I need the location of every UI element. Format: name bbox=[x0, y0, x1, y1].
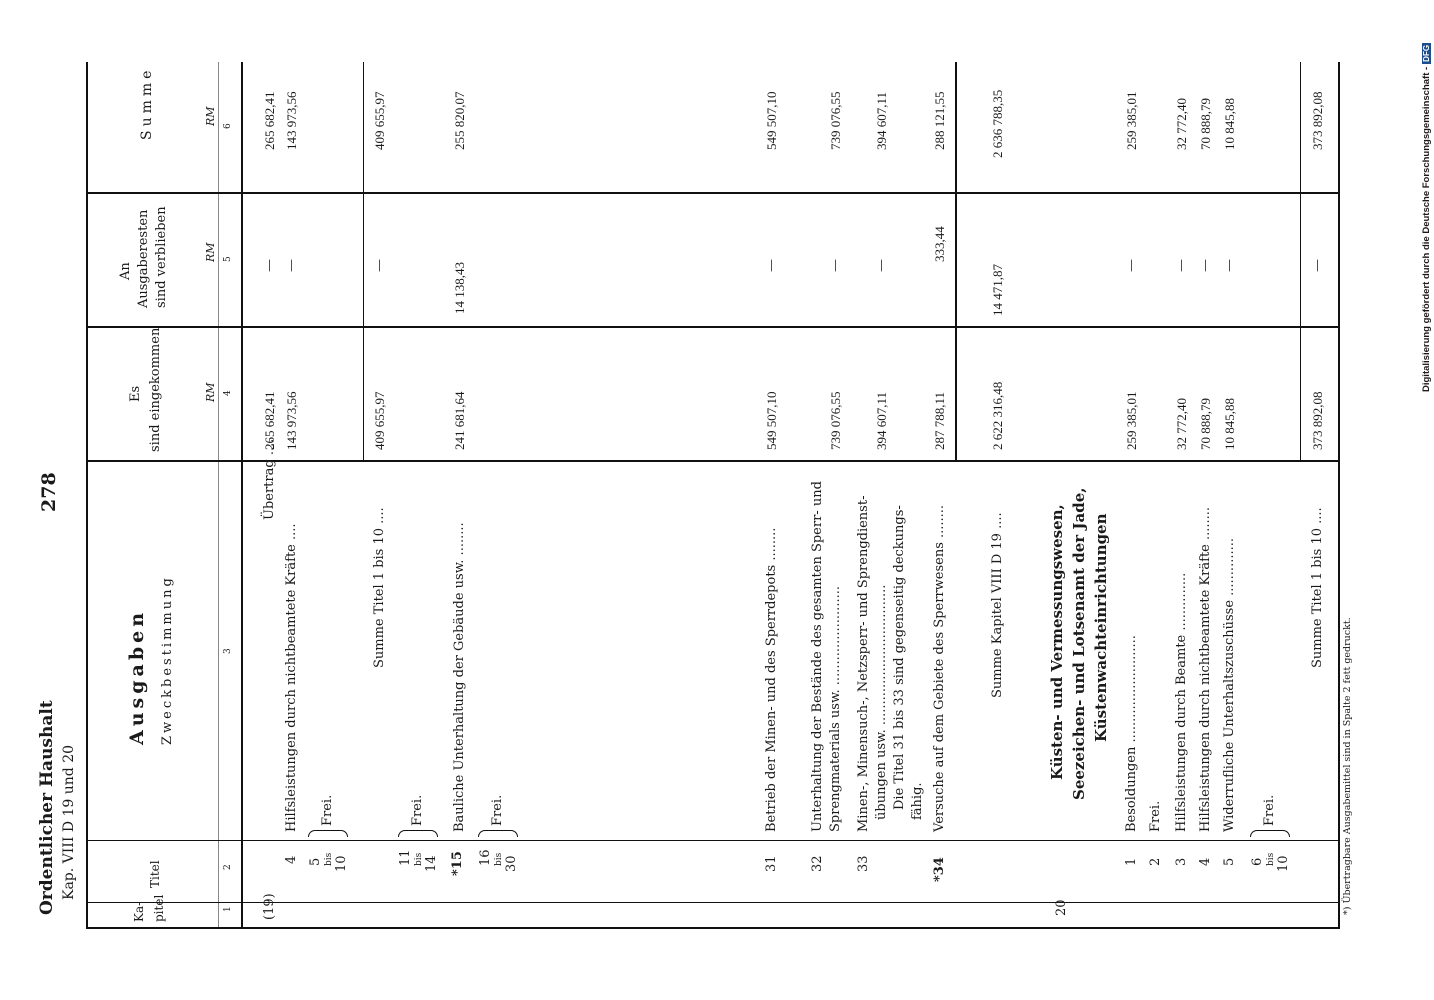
dfg-logo: DFG bbox=[1422, 44, 1431, 62]
r15-c5: 14 138,43 bbox=[452, 262, 467, 314]
r20-3-text: Hilfsleistungen durch Beamte .............. bbox=[1174, 572, 1189, 832]
heading20-line1: Küsten- und Vermessungswesen, bbox=[1048, 504, 1066, 780]
col-an-header: An bbox=[118, 262, 133, 280]
r11-14-text: Frei. bbox=[410, 794, 425, 826]
r31-titel: 31 bbox=[764, 855, 779, 872]
digitization-credit bbox=[1421, 43, 1432, 392]
sum-rule-a bbox=[363, 62, 364, 460]
col-sep-5-6 bbox=[86, 192, 1340, 194]
uebertrag-c6: 265 682,41 bbox=[262, 91, 277, 150]
sum20-text: Summe Titel 1 bis 10 .... bbox=[1310, 507, 1325, 668]
r34-c4: 287 788,11 bbox=[932, 391, 947, 450]
sum1-10-text: Summe Titel 1 bis 10 .... bbox=[372, 507, 387, 668]
r31-text: Betrieb der Minen- und des Sperrdepots ........ bbox=[764, 527, 779, 832]
colnum-4: 4 bbox=[223, 390, 233, 396]
r15-text: Bauliche Unterhaltung der Gebäude usw. ........ bbox=[452, 522, 467, 832]
col-es-header: Es bbox=[128, 385, 143, 402]
r34-c5: 333,44 bbox=[932, 226, 947, 262]
r20-2-text: Frei. bbox=[1148, 800, 1163, 832]
r32-titel: 32 bbox=[810, 855, 825, 872]
r4-c6: 143 973,56 bbox=[284, 91, 299, 150]
sum1-10-c6: 409 655,97 bbox=[372, 91, 387, 150]
r20-5-c4: 10 845,88 bbox=[1222, 398, 1237, 450]
header-subtitle: Kap. VIII D 19 und 20 bbox=[61, 744, 77, 900]
header-title: Ordentlicher Haushalt bbox=[37, 700, 57, 915]
uebertrag-text: Übertrag .... bbox=[262, 438, 277, 520]
r4-text: Hilfsleistungen durch nichtbeamtete Kräfte .... bbox=[284, 523, 299, 832]
sum-rule-c bbox=[1300, 62, 1301, 460]
r20-1-c4: 259 385,01 bbox=[1124, 391, 1139, 450]
r34-text: Versuche auf dem Gebiete des Sperrwesens ........ bbox=[932, 504, 947, 832]
colnum-6: 6 bbox=[223, 123, 233, 129]
r20-5-titel: 5 bbox=[1222, 857, 1237, 866]
r20-2-titel: 2 bbox=[1148, 857, 1163, 866]
r20-4-c4: 70 888,79 bbox=[1198, 398, 1213, 450]
r33-note-a: Die Titel 31 bis 33 sind gegenseitig deckungs- bbox=[892, 505, 907, 810]
sum20-c4: 373 892,08 bbox=[1310, 391, 1325, 450]
heading20-line3: Küstenwachteinrichtungen bbox=[1092, 513, 1110, 742]
kapitel-20: 20 bbox=[1054, 899, 1069, 916]
r33-text-b: übungen usw. .................................. bbox=[874, 584, 889, 820]
col-sep-2-3 bbox=[86, 840, 1340, 841]
r20-3-titel: 3 bbox=[1174, 857, 1189, 866]
r20-6-10-text: Frei. bbox=[1262, 794, 1277, 826]
r15-c4: 241 681,64 bbox=[452, 391, 467, 450]
colnum-1: 1 bbox=[223, 906, 233, 912]
r32-text-a: Unterhaltung der Bestände des gesamten Sperr- und bbox=[810, 481, 825, 832]
r34-titel: *34 bbox=[932, 857, 947, 882]
col-summe-header: Summe bbox=[139, 66, 155, 140]
col-kapitel-header: Ka- bbox=[132, 901, 146, 922]
col-titel-header: Titel bbox=[148, 860, 162, 888]
r16-30-text: Frei. bbox=[490, 794, 505, 826]
brace bbox=[308, 830, 348, 837]
col-ausgaben-header: Ausgaben bbox=[126, 608, 148, 745]
sum20-c6: 373 892,08 bbox=[1310, 91, 1325, 150]
unit-rm: RM bbox=[204, 382, 217, 402]
r20-3-c4: 32 772,40 bbox=[1174, 398, 1189, 450]
r20-1-titel: 1 bbox=[1124, 857, 1139, 866]
colnum-2: 2 bbox=[223, 864, 233, 870]
heading20-line2: Seezeichen- und Lotsenamt der Jade, bbox=[1070, 487, 1088, 800]
sum-kap19-c6: 2 636 788,35 bbox=[990, 89, 1005, 158]
r20-4-text: Hilfsleistungen durch nichtbeamtete Kräfte ........ bbox=[1198, 506, 1213, 832]
r31-c6: 549 507,10 bbox=[764, 91, 779, 150]
r4-titel: 4 bbox=[284, 855, 299, 864]
sum-kap19-c5: 14 471,87 bbox=[990, 264, 1005, 316]
page-number: 278 bbox=[38, 472, 60, 512]
sum1-10-c4: 409 655,97 bbox=[372, 391, 387, 450]
r15-c6: 255 820,07 bbox=[452, 91, 467, 150]
r34-c6: 288 121,55 bbox=[932, 91, 947, 150]
sum-rule-b bbox=[955, 62, 957, 460]
col-sep-4-5 bbox=[86, 326, 1340, 328]
r32-c6: 739 076,55 bbox=[828, 91, 843, 150]
r4-c4: 143 973,56 bbox=[284, 391, 299, 450]
r20-1-c6: 259 385,01 bbox=[1124, 91, 1139, 150]
r32-c4: 739 076,55 bbox=[828, 391, 843, 450]
r20-1-text: Besoldungen .......................... bbox=[1124, 635, 1139, 832]
sum-kap19-c4: 2 622 316,48 bbox=[990, 381, 1005, 450]
r20-4-c6: 70 888,79 bbox=[1198, 98, 1213, 150]
r33-c4: 394 607,11 bbox=[874, 391, 889, 450]
r33-titel: 33 bbox=[856, 855, 871, 872]
r32-text-b: Sprengmaterials usw. ........................ bbox=[828, 586, 843, 832]
r20-5-text: Widerrufliche Unterhaltszuschüsse .............. bbox=[1222, 538, 1237, 832]
table-right-edge bbox=[86, 927, 1340, 929]
r31-c4: 549 507,10 bbox=[764, 391, 779, 450]
r33-text-a: Minen-, Minensuch-, Netzsperr- und Sprengdienst- bbox=[856, 495, 871, 832]
footnote: *) Übertragbare Ausgabemittel sind in Spalte 2 fett gedruckt. bbox=[1342, 617, 1353, 915]
r33-note-b: fähig. bbox=[910, 782, 925, 820]
uebertrag-c4: 265 682,41 bbox=[262, 391, 277, 450]
colnum-5: 5 bbox=[223, 256, 233, 262]
r33-c6: 394 607,11 bbox=[874, 91, 889, 150]
r5-10-text: Frei. bbox=[320, 794, 335, 826]
r20-4-titel: 4 bbox=[1198, 857, 1213, 866]
r20-5-c6: 10 845,88 bbox=[1222, 98, 1237, 150]
credit-text: Digitalisierung gefördert durch die Deutsche Forschungsgemeinschaft - bbox=[1421, 66, 1432, 392]
r15-titel: *15 bbox=[450, 851, 465, 876]
colnum-3: 3 bbox=[223, 648, 233, 654]
sum-kap19-text: Summe Kapitel VIII D 19 .... bbox=[990, 512, 1005, 698]
col-zweck-header: Zweckbestimmung bbox=[160, 575, 175, 745]
kapitel-19: (19) bbox=[262, 893, 277, 920]
r20-3-c6: 32 772,40 bbox=[1174, 98, 1189, 150]
